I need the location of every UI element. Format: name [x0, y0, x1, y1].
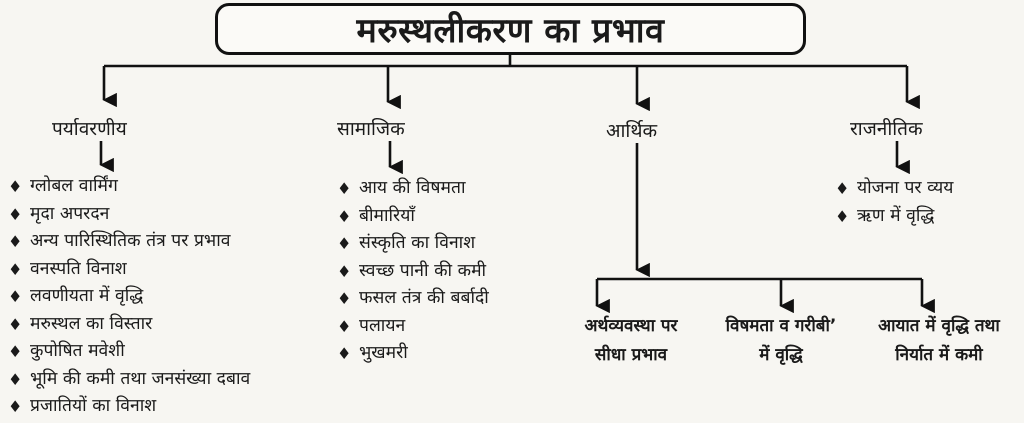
list-item: ♦ कुपोषित मवेशी — [8, 338, 250, 366]
list-item: ♦ संस्कृति का विनाश — [337, 230, 489, 258]
list-item: ♦ मृदा अपरदन — [8, 201, 250, 229]
list-item: ♦ पलायन — [337, 313, 489, 341]
effect-line: सीधा प्रभाव — [594, 345, 668, 365]
title-box — [215, 3, 806, 55]
list-item: ♦ वनस्पति विनाश — [8, 256, 250, 284]
list-item: ♦ आय की विषमता — [337, 175, 489, 203]
economic-effect-1 — [551, 312, 711, 370]
category-environmental: पर्यावरणीय — [52, 118, 127, 140]
category-economic: आर्थिक — [606, 120, 658, 142]
effect-line: निर्यात में कमी — [895, 345, 983, 365]
political-list — [835, 175, 953, 230]
category-social: सामाजिक — [337, 118, 405, 140]
list-item: ♦ मरुस्थल का विस्तार — [8, 311, 250, 339]
list-item: ♦ स्वच्छ पानी की कमी — [337, 258, 489, 286]
list-item: ♦ ग्लोबल वार्मिंग — [8, 173, 250, 201]
environmental-list — [8, 173, 250, 421]
list-item: ♦ बीमारियाँ — [337, 203, 489, 231]
effect-line: में वृद्धि — [759, 345, 803, 365]
list-item: ♦ फसल तंत्र की बर्बादी — [337, 285, 489, 313]
social-list — [337, 175, 489, 368]
category-political: राजनीतिक — [850, 118, 923, 140]
diagram-title: मरुस्थलीकरण का प्रभाव — [356, 11, 665, 51]
effect-line: अर्थव्यवस्था पर — [584, 316, 678, 336]
effect-line: विषमता व गरीबी’ — [725, 316, 837, 336]
economic-effect-2 — [706, 312, 856, 370]
list-item: ♦ प्रजातियों का विनाश — [8, 393, 250, 421]
list-item: ♦ योजना पर व्यय — [835, 175, 953, 203]
list-item: ♦ भूमि की कमी तथा जनसंख्या दबाव — [8, 366, 250, 394]
list-item: ♦ भुखमरी — [337, 340, 489, 368]
list-item: ♦ लवणीयता में वृद्धि — [8, 283, 250, 311]
economic-effect-3 — [854, 312, 1024, 370]
effect-line: आयात में वृद्धि तथा — [878, 316, 1000, 336]
list-item: ♦ अन्य पारिस्थितिक तंत्र पर प्रभाव — [8, 228, 250, 256]
list-item: ♦ ऋण में वृद्धि — [835, 203, 953, 231]
